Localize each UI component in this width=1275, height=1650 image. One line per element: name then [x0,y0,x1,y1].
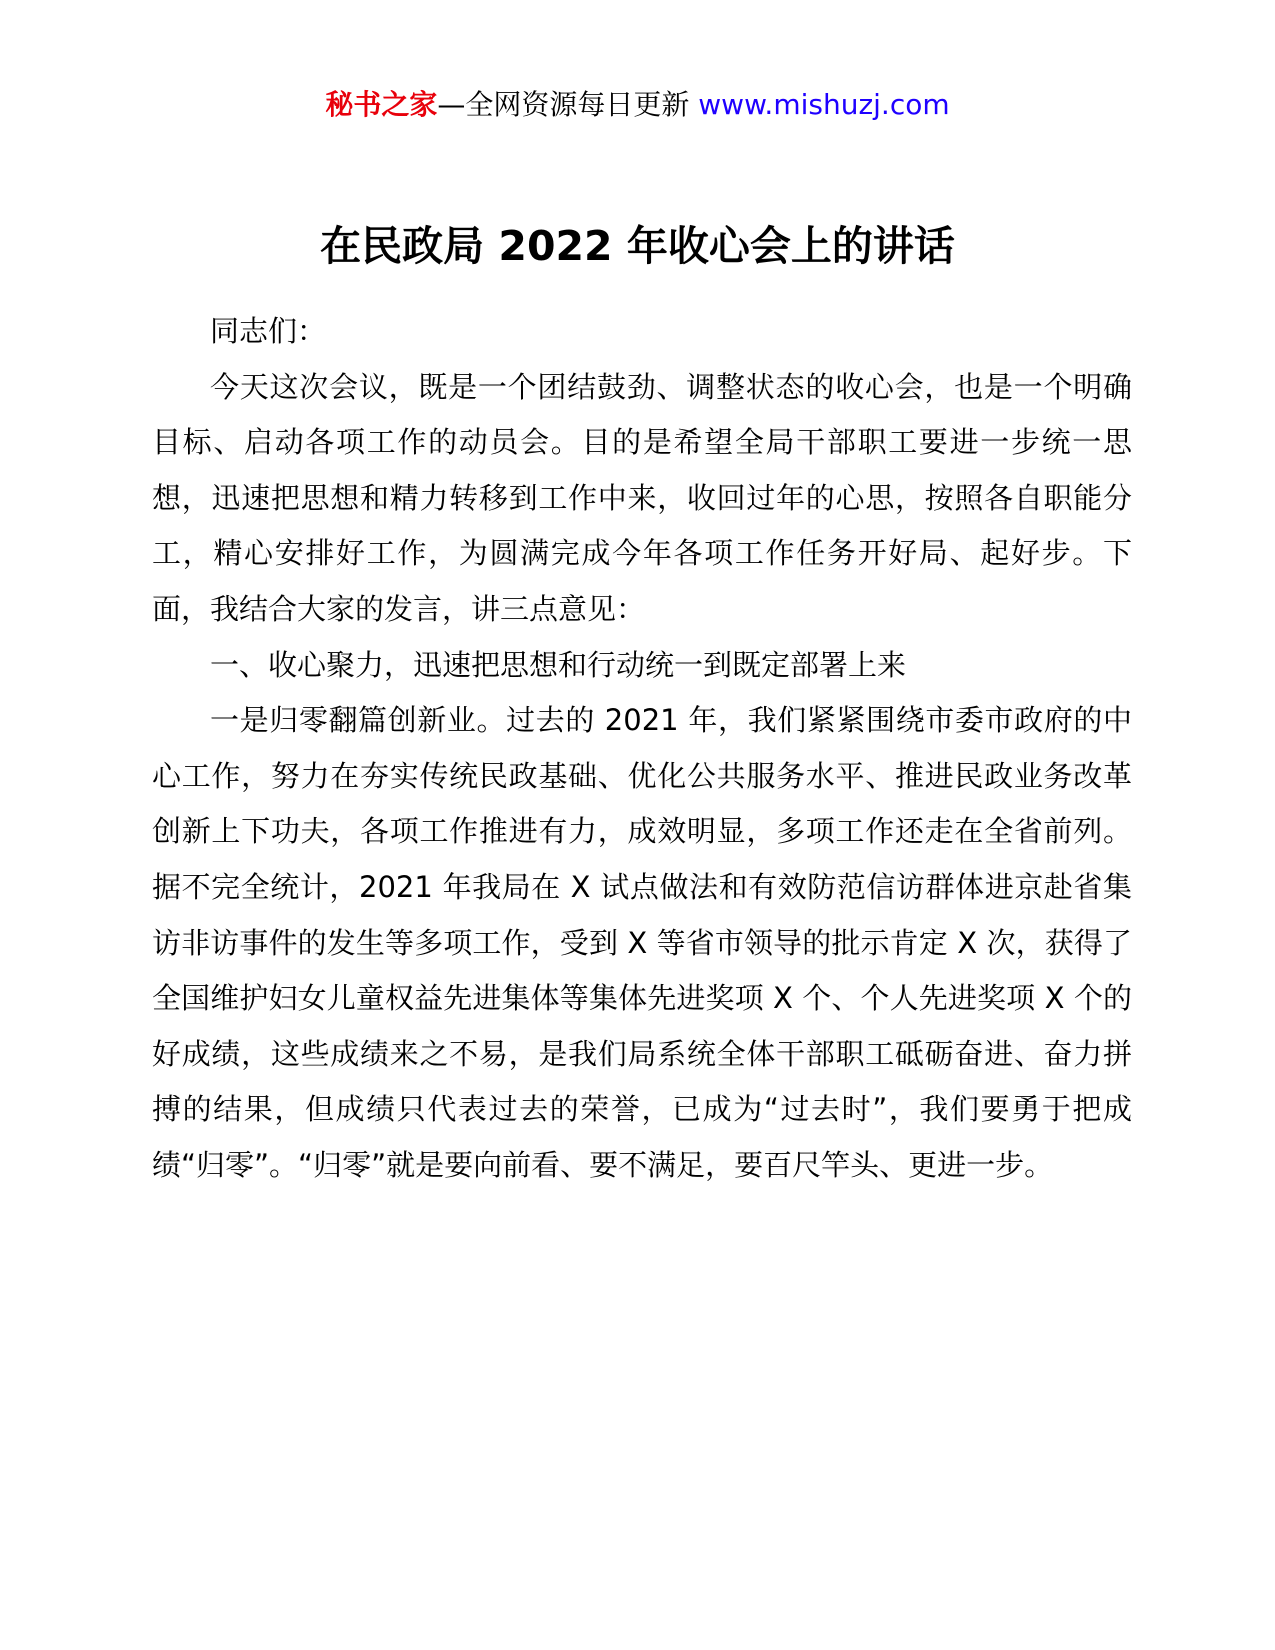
site-tagline: —全网资源每日更新 [437,88,699,121]
salutation: 同志们： [210,314,327,348]
document-body [152,304,1132,1194]
document-title: 在民政局 2022 年收心会上的讲话 [320,222,955,270]
section-heading: 一、收心聚力，迅速把思想和行动统一到既定部署上来 [210,647,907,682]
site-brand: 秘书之家 [325,88,438,121]
body-paragraph: 一是归零翻篇创新业。过去的 2021 年，我们紧紧围绕市委市政府的中心工作，努力在夯实传统民政基础、优化公共服务水平、推进民政业务改革创新上下功夫，各项工作推进有力，成效明显，多项工作还走在全省前列。据不完全统计，2021 年我局在 X 试点做法和有效防范信访群体进京赴省集访非访事件的发生等多项工作，受到 X 等省市领导的批示肯定 X 次，获得了全国维护妇女儿童权益先进集体等集体先进奖项 X 个、个人先进奖项 X 个的好成绩，这些成绩来之不易，是我们局系统全体干部职工砥砺奋进、奋力拼搏的结果，但成绩只代表过去的荣誉，已成为“过去时”，我们要勇于把成绩“归零”。“归零”就是要向前看、要不满足，要百尺竿头、更进一步。 [152,703,1132,1182]
site-header [0,84,1275,126]
intro-paragraph: 今天这次会议，既是一个团结鼓劲、调整状态的收心会，也是一个明确目标、启动各项工作的动员会。目的是希望全局干部职工要进一步统一思想，迅速把思想和精力转移到工作中来，收回过年的心思，按照各自职能分工，精心安排好工作，为圆满完成今年各项工作任务开好局、起好步。下面，我结合大家的发言，讲三点意见： [152,369,1132,626]
site-url-link[interactable]: www.mishuzj.com [698,88,950,121]
